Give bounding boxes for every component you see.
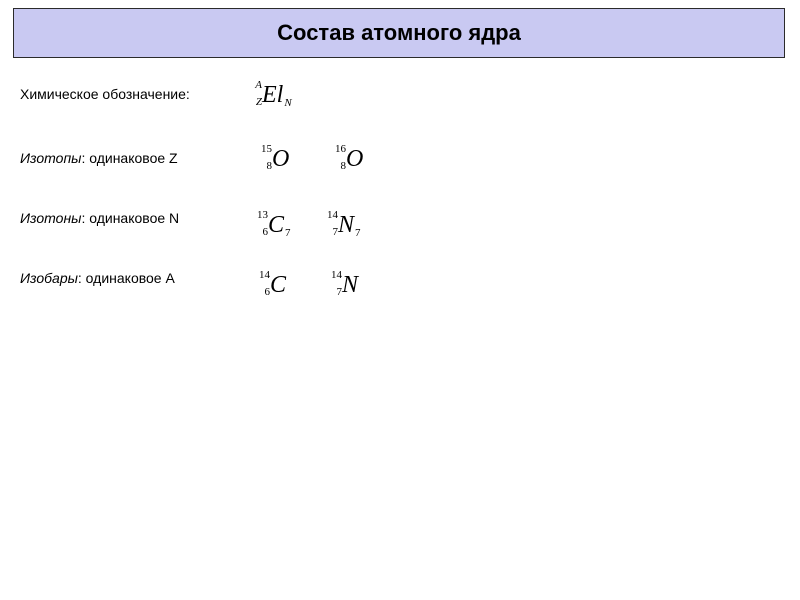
formula-isotope-1 [258, 144, 290, 174]
isotopes-term: Изотопы [20, 150, 82, 166]
mass-number: 16 [335, 143, 346, 155]
mass-number: 14 [259, 269, 270, 281]
isobars-term: Изобары [20, 270, 78, 286]
page-title: Состав атомного ядра [277, 20, 521, 45]
neutron-number: 7 [355, 227, 361, 239]
isotopes-rest: : одинаковое Z [81, 150, 178, 166]
title-bar [13, 8, 785, 58]
element-symbol: El [262, 82, 284, 108]
neutron-number: 7 [285, 227, 291, 239]
neutron-number: N [284, 97, 292, 109]
atomic-number: 8 [340, 160, 346, 172]
formula-isobar-1 [256, 270, 287, 300]
mass-number: A [255, 79, 262, 91]
element-symbol: N [338, 212, 355, 238]
atomic-number: 7 [336, 286, 342, 298]
mass-number: 14 [331, 269, 342, 281]
row-label-isobars [20, 270, 175, 286]
formula-isotone-2 [324, 210, 361, 240]
mass-number: 15 [261, 143, 272, 155]
isobars-rest: : одинаковое A [77, 270, 175, 286]
element-symbol: O [272, 146, 290, 172]
element-symbol: C [268, 212, 285, 238]
row-label-isotones [20, 210, 179, 226]
row-label-isotopes [20, 150, 178, 166]
formula-isotope-2 [332, 144, 364, 174]
mass-number: 13 [257, 209, 268, 221]
element-symbol: N [342, 272, 359, 298]
formula-isobar-2 [328, 270, 359, 300]
formula-general [248, 80, 292, 110]
atomic-number: Z [255, 96, 262, 108]
atomic-number: 8 [266, 160, 272, 172]
atomic-number: 7 [332, 226, 338, 238]
row-label-notation [20, 86, 190, 102]
isotones-term: Изотоны [20, 210, 82, 226]
isotones-rest: : одинаковое N [81, 210, 180, 226]
atomic-number: 6 [262, 226, 268, 238]
mass-number: 14 [327, 209, 338, 221]
element-symbol: O [346, 146, 364, 172]
formula-isotone-1 [254, 210, 291, 240]
atomic-number: 6 [264, 286, 270, 298]
element-symbol: C [270, 272, 287, 298]
notation-label: Химическое обозначение: [20, 86, 190, 102]
